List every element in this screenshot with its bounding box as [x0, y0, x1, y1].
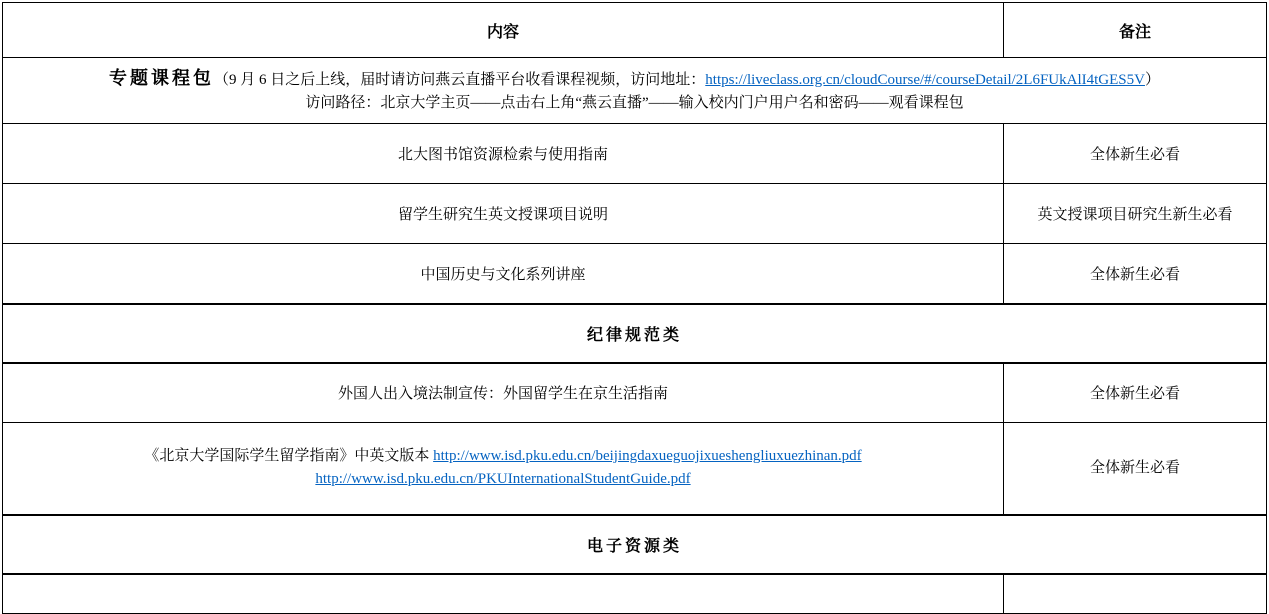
- row-content: 北大图书馆资源检索与使用指南: [3, 124, 1004, 184]
- guide-content-cell: [3, 423, 1004, 515]
- table-row: [3, 244, 1267, 304]
- row-content: 中国历史与文化系列讲座: [3, 244, 1004, 304]
- course-pack-pre-link-text: （9 月 6 日之后上线，届时请访问燕云直播平台收看课程视频，访问地址：: [214, 71, 706, 88]
- category-label: 纪律规范类: [3, 304, 1267, 363]
- category-label: 电子资源类: [3, 515, 1267, 574]
- row-remark: 全体新生必看: [1004, 423, 1267, 515]
- table-header-row: [3, 3, 1267, 58]
- course-pack-cell: [3, 58, 1267, 124]
- table-row: [3, 184, 1267, 244]
- guide-title-text: 《北京大学国际学生留学指南》中英文版本: [144, 448, 434, 465]
- table-row: [3, 363, 1267, 423]
- header-cell-remark: 备注: [1004, 3, 1267, 58]
- course-pack-post-link-text: ）: [1144, 71, 1160, 88]
- course-pack-row: [3, 58, 1267, 124]
- category-row-discipline: [3, 304, 1267, 363]
- header-cell-content: 内容: [3, 3, 1004, 58]
- guide-row: [3, 423, 1267, 515]
- row-remark: 全体新生必看: [1004, 244, 1267, 304]
- row-remark: 英文授课项目研究生新生必看: [1004, 184, 1267, 244]
- row-content: 外国人出入境法制宣传：外国留学生在京生活指南: [3, 363, 1004, 423]
- row-remark: 全体新生必看: [1004, 124, 1267, 184]
- row-content: 留学生研究生英文授课项目说明: [3, 184, 1004, 244]
- category-row-eresources: [3, 515, 1267, 574]
- guide-pdf-link-cn[interactable]: http://www.isd.pku.edu.cn/beijingdaxueguojixueshengliuxuezhinan.pdf: [433, 448, 862, 465]
- liveclass-link[interactable]: https://liveclass.org.cn/cloudCourse/#/courseDetail/2L6FUkAlI4tGES5V: [705, 71, 1145, 88]
- row-remark: 全体新生必看: [1004, 363, 1267, 423]
- course-pack-access-path: 访问路径：北京大学主页——点击右上角“燕云直播”——输入校内门户用户名和密码——观看课程包: [305, 94, 964, 111]
- guide-pdf-link-en[interactable]: http://www.isd.pku.edu.cn/PKUInternationalStudentGuide.pdf: [315, 471, 691, 488]
- table-row: [3, 124, 1267, 184]
- course-pack-title: 专题课程包: [109, 67, 215, 88]
- course-list-table: [2, 2, 1267, 614]
